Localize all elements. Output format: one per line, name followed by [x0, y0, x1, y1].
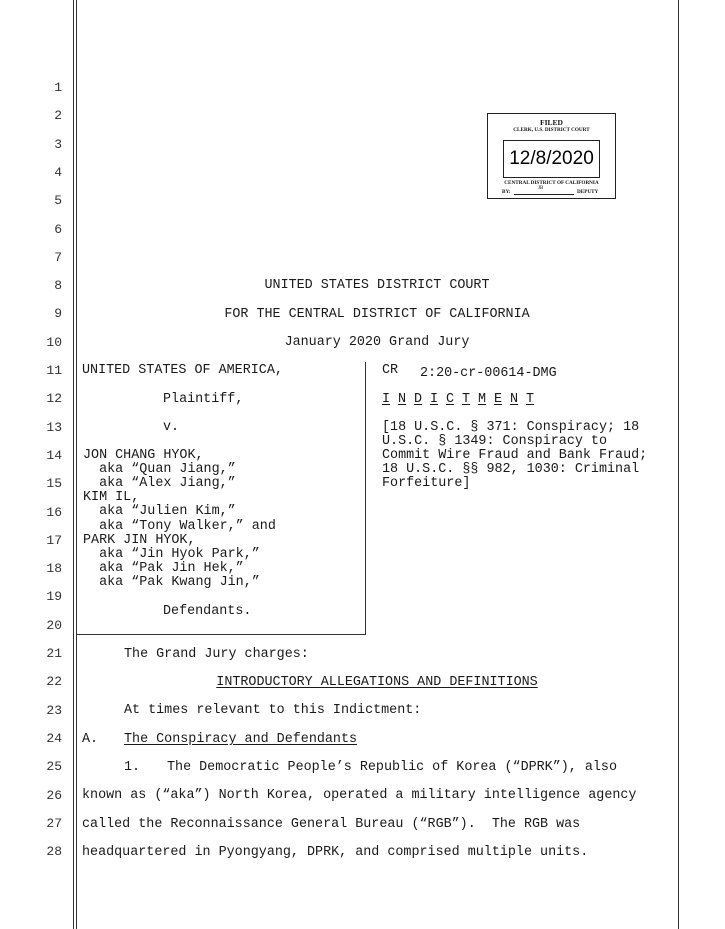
defendant-line: aka “Alex Jiang,”	[83, 476, 236, 492]
line-number: 14	[46, 447, 62, 463]
left-margin-rule	[73, 0, 74, 929]
grand-jury-charges: The Grand Jury charges:	[124, 647, 309, 662]
grand-jury-term: January 2020 Grand Jury	[284, 335, 470, 350]
defendant-line: aka “Pak Kwang Jin,”	[83, 574, 260, 590]
line-number: 16	[46, 504, 62, 520]
indictment-title-letter: C	[446, 392, 455, 407]
paragraph-1-line-4: headquartered in Pyongyang, DPRK, and comprised multiple units.	[82, 845, 589, 860]
plaintiff-name: UNITED STATES OF AMERICA,	[82, 363, 283, 378]
line-number: 12	[46, 391, 62, 407]
line-number: 22	[46, 674, 62, 690]
line-number: 6	[54, 221, 62, 237]
line-number: 9	[54, 306, 62, 322]
court-district: FOR THE CENTRAL DISTRICT OF CALIFORNIA	[224, 307, 530, 322]
line-number: 28	[46, 844, 62, 860]
line-number: 20	[46, 617, 62, 633]
stamp-filed-date: 12/8/2020	[503, 140, 600, 178]
indictment-title	[382, 393, 542, 407]
indictment-title-letter: I	[430, 392, 439, 407]
caption-divider-horizontal	[77, 634, 366, 635]
indictment-title-letter: N	[398, 392, 407, 407]
line-number: 15	[46, 476, 62, 492]
line-number: 17	[46, 532, 62, 548]
indictment-title-letter: N	[510, 392, 519, 407]
stamp-district-label: CENTRAL DISTRICT OF CALIFORNIA	[504, 180, 599, 186]
defendant-line: aka “Julien Kim,”	[83, 504, 236, 520]
defendant-line: PARK JIN HYOK,	[83, 532, 196, 548]
subsection-letter: A.	[82, 732, 99, 747]
indictment-title-letter: D	[414, 392, 423, 407]
defendant-line: JON CHANG HYOK,	[83, 448, 204, 463]
statute-line: Commit Wire Fraud and Bank Fraud;	[382, 448, 648, 464]
line-number: 19	[46, 589, 62, 605]
paragraph-1-line-1: The Democratic People’s Republic of Korea (“DPRK”), also	[167, 760, 617, 775]
line-number: 11	[46, 363, 62, 378]
plaintiff-label: Plaintiff,	[163, 392, 244, 407]
line-number: 3	[54, 136, 62, 152]
paragraph-1-line-2: known as (“aka”) North Korea, operated a military intelligence agency	[82, 788, 637, 803]
line-number: 8	[54, 278, 62, 294]
stamp-filed-label: FILED	[540, 118, 563, 127]
line-number: 2	[54, 108, 62, 124]
indictment-title-letter: T	[462, 392, 471, 407]
line-number: 7	[54, 249, 62, 265]
versus-label: v.	[163, 420, 180, 435]
line-number: 24	[46, 730, 62, 746]
indictment-title-letter: I	[382, 392, 391, 407]
stamp-clerk-label: CLERK, U.S. DISTRICT COURT	[513, 127, 590, 133]
defendant-line: aka “Tony Walker,” and	[83, 518, 276, 534]
left-margin-rule-inner	[76, 0, 77, 929]
defendant-line: aka “Pak Jin Hek,”	[83, 560, 244, 576]
line-number: 27	[46, 815, 62, 831]
defendants-label: Defendants.	[163, 604, 252, 619]
defendant-line: aka “Quan Jiang,”	[83, 462, 236, 478]
line-number: 23	[46, 702, 62, 718]
case-prefix: CR	[382, 363, 399, 378]
indictment-title-letter: E	[494, 392, 503, 407]
line-number: 13	[46, 419, 62, 435]
statute-line: 18 U.S.C. §§ 982, 1030: Criminal	[382, 462, 640, 478]
line-number: 5	[54, 193, 62, 209]
statute-line: [18 U.S.C. § 371: Conspiracy; 18	[382, 420, 640, 435]
line-number: 25	[46, 759, 62, 775]
subsection-title: The Conspiracy and Defendants	[124, 732, 358, 747]
indictment-title-letter: M	[478, 392, 487, 407]
defendant-line: KIM IL,	[83, 490, 140, 506]
line-number: 1	[54, 80, 62, 95]
paragraph-1-line-3: called the Reconnaissance General Bureau (“RGB”). The RGB was	[82, 817, 581, 832]
paragraph-number: 1.	[124, 760, 141, 775]
stamp-signature-line	[514, 194, 574, 195]
stamp-by-label: BY:	[502, 189, 511, 195]
case-number: 2:20-cr-00614-DMG	[420, 366, 557, 381]
statute-line: U.S.C. § 1349: Conspiracy to	[382, 434, 607, 450]
defendant-line: aka “Jin Hyok Park,”	[83, 546, 260, 562]
caption-divider-vertical	[365, 362, 366, 635]
stamp-deputy-label: DEPUTY	[577, 189, 599, 195]
court-name: UNITED STATES DISTRICT COURT	[264, 278, 490, 293]
statute-line: Forfeiture]	[382, 476, 471, 492]
right-margin-rule	[678, 0, 679, 929]
line-number: 26	[46, 787, 62, 803]
line-number: 4	[54, 164, 62, 180]
stamp-initials: JB	[538, 186, 544, 191]
times-relevant: At times relevant to this Indictment:	[124, 703, 422, 718]
filed-stamp	[487, 113, 616, 199]
line-number: 18	[46, 561, 62, 577]
line-number: 10	[46, 334, 62, 350]
section-heading: INTRODUCTORY ALLEGATIONS AND DEFINITIONS	[216, 675, 538, 690]
indictment-title-letter: T	[526, 392, 535, 407]
line-number: 21	[46, 646, 62, 661]
